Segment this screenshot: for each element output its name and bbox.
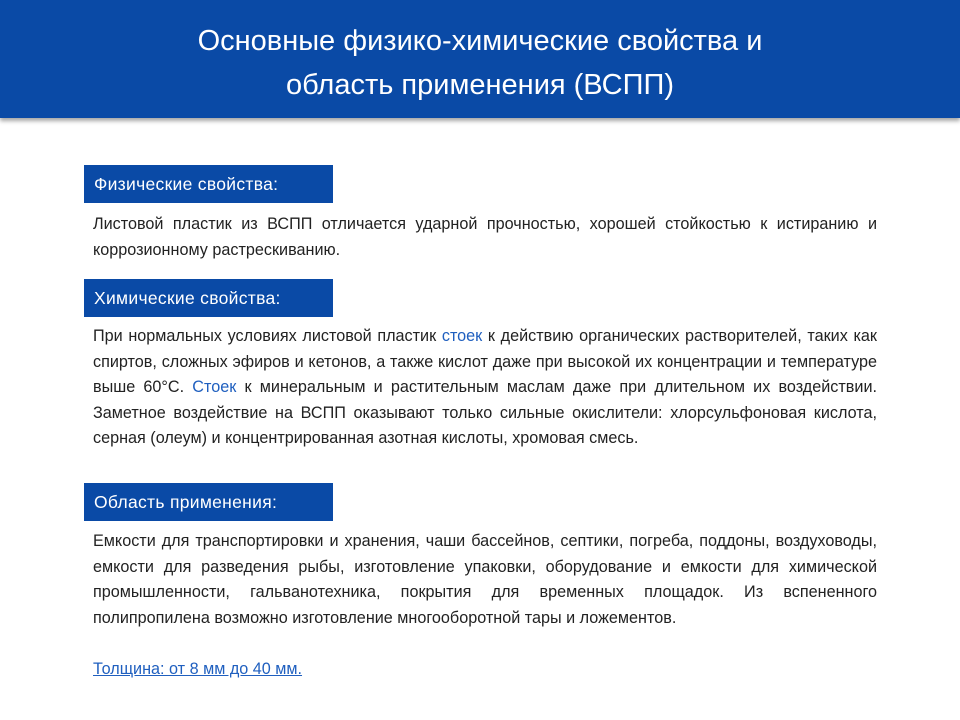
section-label-physical: Физические свойства: [84, 165, 333, 203]
chemical-properties-text [93, 324, 877, 452]
section-label-chemical: Химические свойства: [84, 279, 333, 317]
physical-properties-text: Листовой пластик из ВСПП отличается ударной прочностью, хорошей стойкостью к истиранию и коррозионному растрескиванию. [93, 215, 877, 259]
chemical-text-part-c: к минеральным и растительным маслам даже при длительном их воздействии. Заметное воздействие на ВСПП оказывают только сильные окислители: хлорсульфоновая кислота, серная (олеум) и концентрированная азотная кислоты, хромовая смесь. [93, 378, 877, 447]
chemical-text-part-b: к действию органических растворителей, таких как спиртов, сложных эфиров и кетонов, а также кислот даже при высокой их концентрации и температуре выше 60°С. [93, 327, 877, 396]
slide-title-line-1: Основные физико-химические свойства и [197, 25, 763, 57]
chemical-text-part-a: При нормальных условиях листовой пластик [93, 327, 442, 345]
title-banner [0, 0, 960, 118]
highlight-resistant-2: Стоек [192, 378, 237, 396]
highlight-resistant-1: стоек [441, 327, 483, 345]
section-label-applications: Область применения: [84, 483, 333, 521]
slide-title-line-2: область применения (ВСПП) [286, 69, 674, 101]
applications-text: Емкости для транспортировки и хранения, чаши бассейнов, септики, погреба, поддоны, воздуховоды, емкости для разведения рыбы, изготовление упаковки, оборудование и емкости для химической промышленности, гальванотехника, покрытия для временных площадок. Из вспененного полипропилена возможно изготовление многооборотной тары и ложементов. [93, 532, 877, 627]
thickness-link[interactable]: Толщина: от 8 мм до 40 мм. [93, 660, 303, 678]
